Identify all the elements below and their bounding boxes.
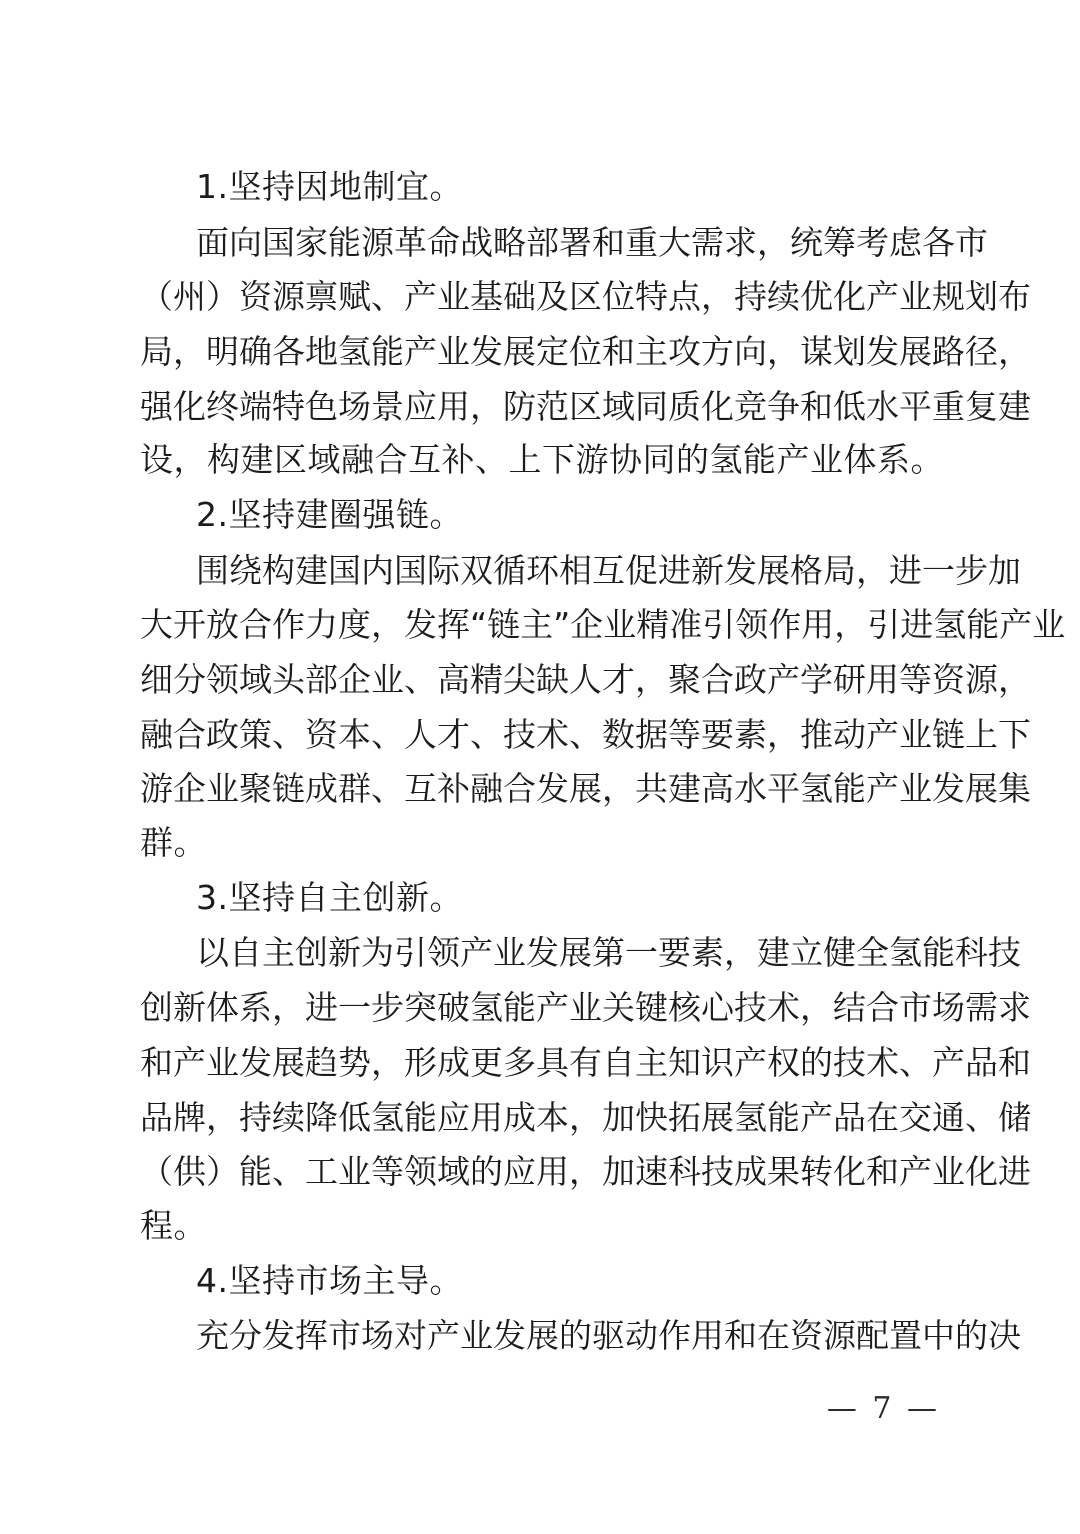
text-line: 局 ， 明 确 各 地 氢 能 产 业 发 展 定 位 和 主 攻 方 向 ， 谋 划 发 展 路 径 ，: [140, 331, 1031, 371]
text-line: 大 开 放 合 作 力 度 ， 发 挥 “ 链 主 ” 企 业 精 准 引 领 作 用 ， 引 进 氢 能 产 业: [140, 605, 1066, 645]
page-number: — 7 —: [826, 1391, 940, 1426]
text-line: 强 化 终 端 特 色 场 景 应 用 ， 防 范 区 域 同 质 化 竞 争 和 低 水 平 重 复 建: [140, 386, 1031, 426]
text-line: （ 供 ） 能 、 工 业 等 领 域 的 应 用 ， 加 速 科 技 成 果 转 化 和 产 业 化 进: [140, 1152, 1031, 1192]
text-line: （ 州 ） 资 源 禀 赋 、 产 业 基 础 及 区 位 特 点 ， 持 续 优 化 产 业 规 划 布: [140, 277, 1031, 317]
text-line: 和 产 业 发 展 趋 势 ， 形 成 更 多 具 有 自 主 知 识 产 权 的 技 术 、 产 品 和: [140, 1042, 1031, 1082]
text-line: 设，构建区域融合互补、上下游协同的氢能产业体系。: [140, 440, 944, 480]
heading-line: 1.坚持因地制宜。: [196, 167, 463, 206]
document-text-block: [140, 160, 1066, 1363]
text-line: 程。: [140, 1206, 207, 1246]
text-line: 游 企 业 聚 链 成 群 、 互 补 融 合 发 展 ， 共 建 高 水 平 氢 能 产 业 发 展 集: [140, 769, 1031, 809]
heading-line: 3.坚持自主创新。: [196, 877, 463, 917]
text-line: 充 分 发 挥 市 场 对 产 业 发 展 的 驱 动 作 用 和 在 资 源 配 置 中 的 决: [196, 1316, 1021, 1356]
text-line: 创 新 体 系 ， 进 一 步 突 破 氢 能 产 业 关 键 核 心 技 术 ， 结 合 市 场 需 求: [140, 988, 1031, 1028]
heading-line: 4.坚持市场主导。: [196, 1260, 463, 1300]
text-line: 品 牌 ， 持 续 降 低 氢 能 应 用 成 本 ， 加 快 拓 展 氢 能 产 品 在 交 通 、 储: [140, 1097, 1031, 1137]
text-line: 面 向 国 家 能 源 革 命 战 略 部 署 和 重 大 需 求 ， 统 筹 考 虑 各 市: [196, 222, 988, 262]
text-line: 细 分 领 域 头 部 企 业 、 高 精 尖 缺 人 才 ， 聚 合 政 产 学 研 用 等 资 源 ，: [140, 660, 1031, 700]
text-line: 群。: [140, 823, 207, 863]
text-line: 围 绕 构 建 国 内 国 际 双 循 环 相 互 促 进 新 发 展 格 局 ， 进 一 步 加: [196, 550, 1021, 590]
heading-line: 2.坚持建圈强链。: [196, 495, 463, 535]
text-line: 以 自 主 创 新 为 引 领 产 业 发 展 第 一 要 素 ， 建 立 健 全 氢 能 科 技: [196, 933, 1021, 973]
text-line: 融 合 政 策 、 资 本 、 人 才 、 技 术 、 数 据 等 要 素 ， 推 动 产 业 链 上 下: [140, 714, 1031, 754]
